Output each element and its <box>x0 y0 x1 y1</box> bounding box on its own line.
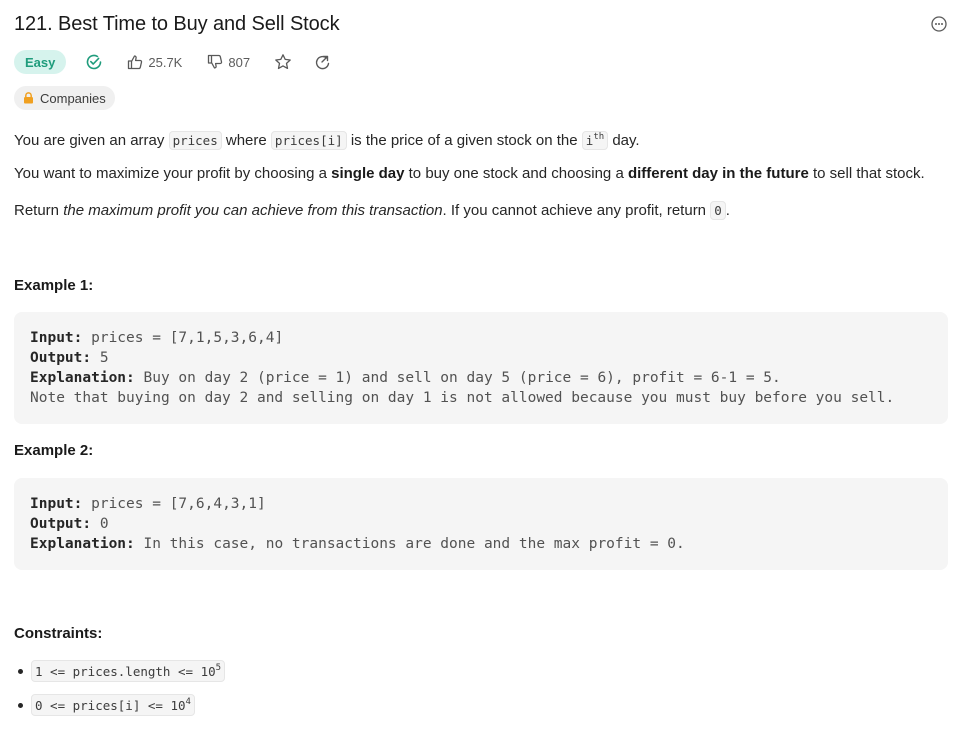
companies-button[interactable] <box>14 86 115 110</box>
constraints-heading: Constraints: <box>14 625 103 642</box>
like-button[interactable] <box>127 54 182 70</box>
inline-code: 1 <= prices.length <= $10^5$ <box>31 660 225 682</box>
problem-title: 121. Best Time to Buy and Sell Stock <box>14 12 340 35</box>
inline-code: 0 <= prices[i] <= $10^4$ <box>31 694 195 716</box>
example-1-block: Input: prices = [7,1,5,3,6,4] Output: 5 Explanation: Buy on day 2 (price = 1) and sell on day 5 (price = 6), profit = 6-1 = 5. Note that buying on day 2 and selling on day 1 is not allowed because you must buy before you sell. <box>14 312 948 424</box>
bullet <box>18 669 23 674</box>
bullet <box>18 703 23 708</box>
share-icon[interactable] <box>314 54 331 71</box>
constraint-item <box>18 694 195 716</box>
thumbs-down-icon <box>207 54 223 70</box>
star-icon[interactable] <box>274 53 292 71</box>
title-row <box>14 10 948 38</box>
check-circle-icon[interactable] <box>85 53 103 71</box>
constraint-item <box>18 660 225 682</box>
companies-label: Companies <box>40 90 106 106</box>
description-paragraph-1: You are given an array prices where prices[i] is the price of a given stock on the $i^{th}$ day. <box>14 132 640 149</box>
example-1-heading: Example 1: <box>14 277 94 294</box>
lock-icon <box>23 92 34 104</box>
description-paragraph-3: Return the maximum profit you can achieve from this transaction. If you cannot achieve any profit, return 0 . <box>14 202 730 219</box>
like-count: 25.7K <box>148 54 183 70</box>
dislike-button[interactable] <box>207 54 250 70</box>
more-horizontal-icon[interactable] <box>930 15 948 33</box>
dislike-count: 807 <box>228 54 251 70</box>
inline-code: 0 <box>710 201 726 220</box>
meta-row <box>14 49 331 75</box>
description-paragraph-2: You want to maximize your profit by choosing a single day to buy one stock and choosing a different day in the future to sell that stock. <box>14 165 925 182</box>
difficulty-badge[interactable]: Easy <box>14 50 66 74</box>
inline-code: prices <box>169 131 222 150</box>
thumbs-up-icon <box>127 54 143 70</box>
inline-code: $i^{th}$ <box>582 131 608 150</box>
inline-code: prices[i] <box>271 131 347 150</box>
example-2-block: Input: prices = [7,6,4,3,1] Output: 0 Explanation: In this case, no transactions are done and the max profit = 0. <box>14 478 948 570</box>
example-2-heading: Example 2: <box>14 442 94 459</box>
